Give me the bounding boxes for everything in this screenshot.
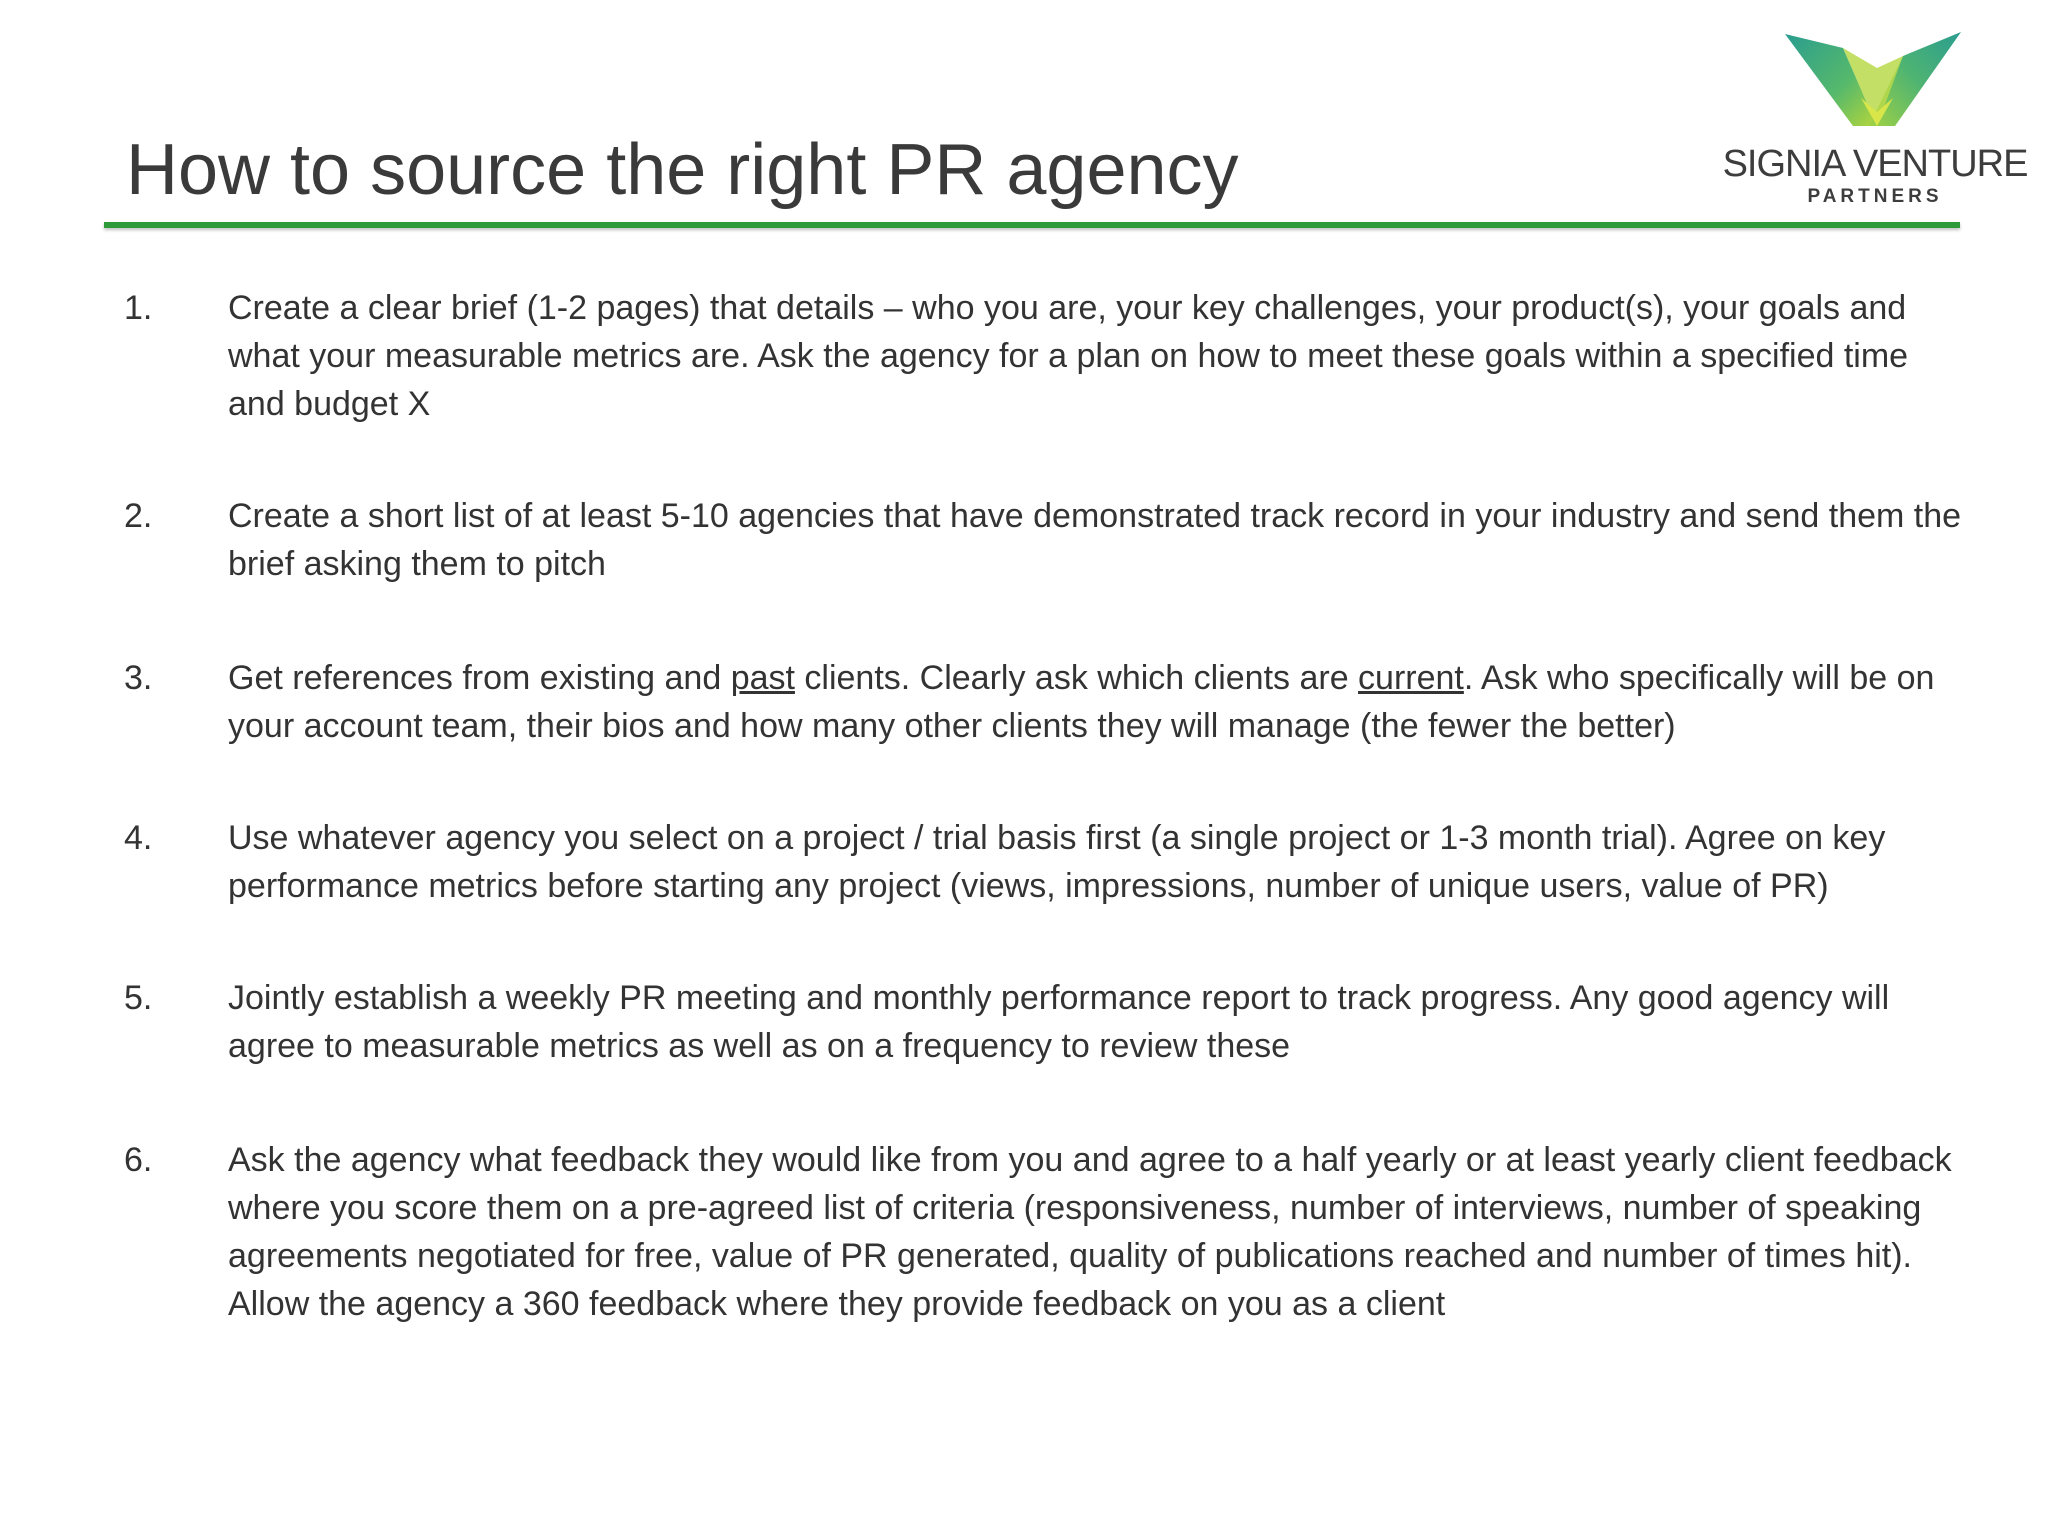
list-item (124, 284, 1964, 428)
list-item (124, 1136, 1964, 1328)
list-item-number: 1. (124, 289, 153, 327)
list-item (124, 492, 1964, 588)
list-item-number: 5. (124, 979, 153, 1017)
list-item-text-segment: . Ask who specifically will be on your account team, their bios and how many other clients they will manage (the fewer the better) (228, 659, 1935, 745)
list-item-text: Create a clear brief (1-2 pages) that details – who you are, your key challenges, your product(s), your goals and what your measurable metrics are. Ask the agency for a plan on how to meet these goals within a specified time and budget X (228, 289, 1909, 423)
signia-logo-mark-icon (1783, 26, 1963, 136)
title-divider (104, 222, 1960, 228)
list-item-text: Ask the agency what feedback they would like from you and agree to a half yearly or at least yearly client feedback where you score them on a pre-agreed list of criteria (responsiveness, number of interviews, number of speaking agreements negotiated for free, value of PR generated, quality of publications reached and number of times hit). Allow the agency a 360 feedback where they provide feedback on you as a client (228, 1141, 1952, 1323)
list-item-text: Create a short list of at least 5-10 agencies that have demonstrated track record in your industry and send them the brief asking them to pitch (228, 497, 1962, 583)
list-item-text: Use whatever agency you select on a project / trial basis first (a single project or 1-3 month trial). Agree on key performance metrics before starting any project (views, impressions, number of unique users, value of PR) (228, 819, 1886, 905)
list-item (124, 814, 1964, 910)
list-item-number: 3. (124, 659, 153, 697)
list-item-text (228, 654, 1964, 750)
list-item-number: 4. (124, 819, 153, 857)
list-item-text-segment: clients. Clearly ask which clients are (794, 659, 1359, 697)
logo-text-primary: SIGNIA VENTURE (1722, 143, 2028, 185)
numbered-list (124, 284, 1964, 1328)
underlined-word-past: past (730, 659, 795, 697)
list-item-text: Jointly establish a weekly PR meeting and monthly performance report to track progress. Any good agency will agree to measurable metrics as well as on a frequency to review these (228, 979, 1890, 1065)
list-item-number: 6. (124, 1141, 153, 1179)
page-title: How to source the right PR agency (126, 130, 1239, 210)
list-item (124, 654, 1964, 750)
list-item-number: 2. (124, 497, 153, 535)
logo-text-secondary: PARTNERS (1807, 186, 1943, 207)
underlined-word-current: current (1358, 659, 1464, 697)
signia-logo (1720, 26, 2030, 216)
list-item (124, 974, 1964, 1070)
list-item-text-segment: Get references from existing and (228, 659, 731, 697)
